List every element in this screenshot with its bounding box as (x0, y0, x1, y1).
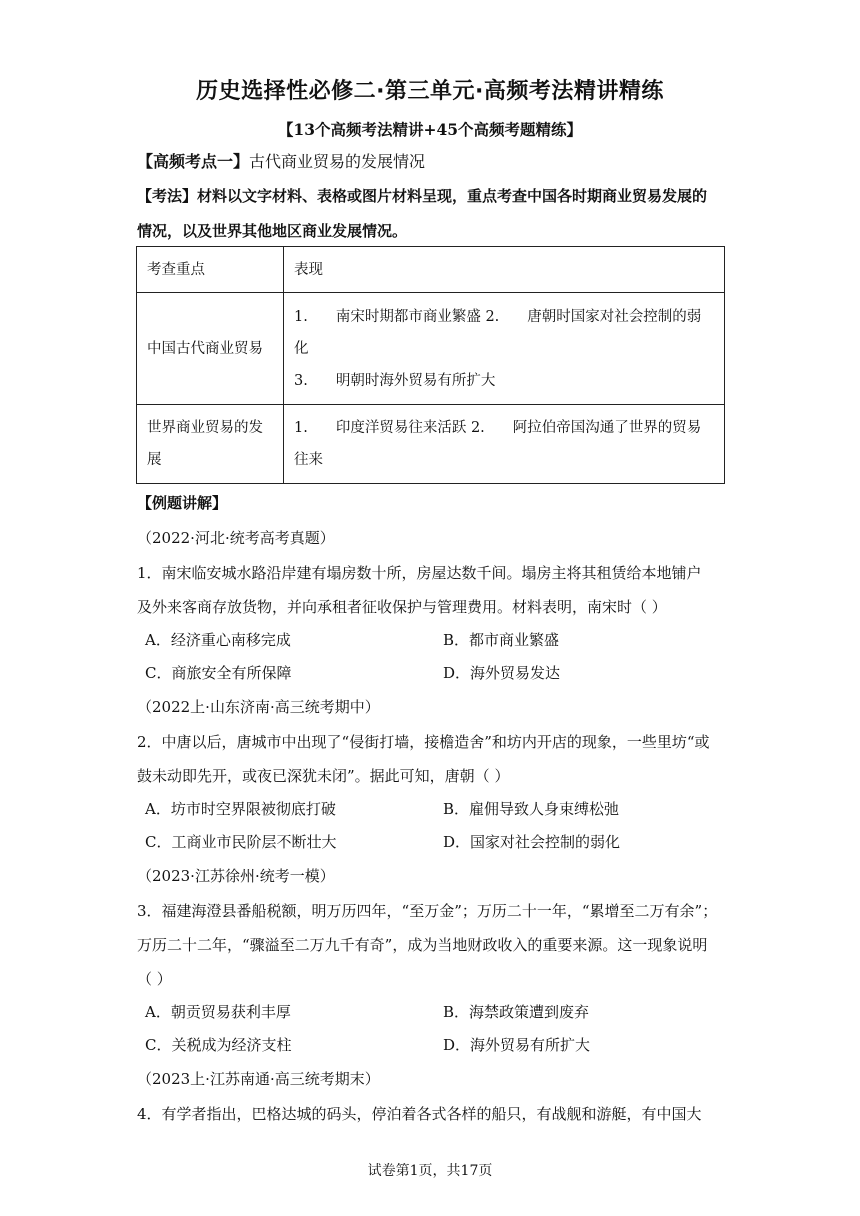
content-line: 化 (294, 340, 309, 357)
method-text-1: 材料以文字材料、表格或图片材料呈现，重点考查中国各时期商业贸易发展的 (197, 187, 708, 205)
question-stem-line: 3．福建海澄县番船税额，明万历四年，“至万金”；万历二十一年，“累增至二万有余”； (137, 902, 718, 920)
method-line-1 (137, 185, 707, 206)
question-stem-line: 及外来客商存放货物，并向承租者征收保护与管理费用。材料表明，南宋时（ ） (137, 598, 667, 616)
option-a[interactable]: A．经济重心南移完成 (145, 631, 291, 649)
content-line: 1. 印度洋贸易往来活跃 2. 阿拉伯帝国沟通了世界的贸易 (294, 420, 702, 436)
question-source: （2022·河北·统考高考真题） (137, 529, 335, 547)
option-a[interactable]: A．坊市时空界限被彻底打破 (145, 800, 336, 818)
option-d[interactable]: D．海外贸易发达 (443, 664, 561, 682)
content-line: 1. 南宋时期都市商业繁盛 2. 唐朝时国家对社会控制的弱 (294, 308, 702, 325)
question-stem-line: （ ） (137, 970, 172, 988)
table-content-cell (284, 405, 725, 484)
option-c[interactable]: C．关税成为经济支柱 (145, 1036, 292, 1054)
table-content-cell (284, 293, 725, 405)
option-d[interactable]: D．海外贸易有所扩大 (443, 1036, 591, 1054)
table-header-row (137, 247, 725, 293)
content-line: 往来 (294, 452, 323, 468)
method-tag: 【考法】 (137, 187, 198, 205)
page-title: 历史选择性必修二·第三单元·高频考法精讲精练 (196, 79, 664, 104)
question-stem-line: 2．中唐以后，唐城市中出现了“侵街打墙，接檐造舍”和坊内开店的现象，一些里坊“或 (137, 733, 710, 751)
question-source: （2023·江苏徐州·统考一模） (137, 867, 335, 885)
content-line: 3. 明朝时海外贸易有所扩大 (294, 372, 496, 389)
section-heading-text: 古代商业贸易的发展情况 (249, 152, 426, 171)
question-source: （2023上·江苏南通·高三统考期末） (137, 1070, 380, 1088)
table-topic-cell: 世界商业贸易的发 展 (137, 405, 284, 484)
option-b[interactable]: B．雇佣导致人身束缚松弛 (443, 800, 620, 818)
option-b[interactable]: B．海禁政策遭到废弃 (443, 1003, 590, 1021)
question-source: （2022上·山东济南·高三统考期中） (137, 698, 380, 716)
table-row (137, 293, 725, 405)
question-stem-line: 4．有学者指出，巴格达城的码头，停泊着各式各样的船只，有战舰和游艇，有中国大 (137, 1105, 702, 1123)
table-row (137, 405, 725, 484)
page-footer: 试卷第1页，共17页 (367, 1163, 493, 1179)
method-line-2: 情况，以及世界其他地区商业发展情况。 (137, 222, 408, 240)
question-stem-line: 1．南宋临安城水路沿岸建有塌房数十所，房屋达数千间。塌房主将其租赁给本地铺户 (137, 564, 702, 582)
table-topic-cell: 中国古代商业贸易 (137, 293, 284, 405)
option-c[interactable]: C．商旅安全有所保障 (145, 664, 292, 682)
option-a[interactable]: A．朝贡贸易获利丰厚 (145, 1003, 291, 1021)
option-b[interactable]: B．都市商业繁盛 (443, 631, 560, 649)
question-stem-line: 鼓未动即先开，或夜已深犹未闭”。据此可知，唐朝（ ） (137, 767, 510, 785)
section-heading (137, 149, 425, 172)
section-heading-tag: 【高频考点一】 (137, 152, 250, 171)
table-header-cell: 考查重点 (137, 247, 284, 293)
option-c[interactable]: C．工商业市民阶层不断壮大 (145, 833, 337, 851)
key-points-table (136, 246, 725, 484)
option-d[interactable]: D．国家对社会控制的弱化 (443, 833, 621, 851)
question-stem-line: 万历二十二年，“骤溢至二万九千有奇”，成为当地财政收入的重要来源。这一现象说明 (137, 936, 708, 954)
page-subtitle: 【13个高频考法精讲+45个高频考题精练】 (277, 120, 583, 139)
table-header-cell: 表现 (284, 247, 725, 293)
example-heading: 【例题讲解】 (137, 494, 228, 512)
